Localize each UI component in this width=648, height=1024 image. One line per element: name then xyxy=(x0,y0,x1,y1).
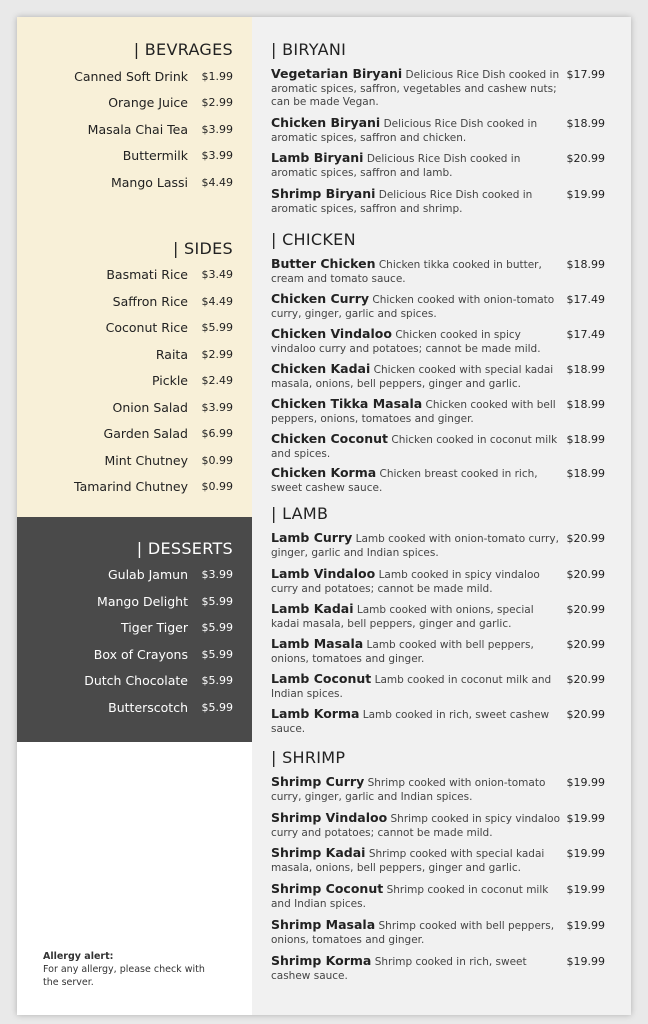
dessert-item xyxy=(17,647,252,665)
dish-description: Chicken cooked with onion-tomato curry, ginger, garlic and spices. xyxy=(271,294,555,320)
menu-item xyxy=(271,187,611,216)
bevrage-item xyxy=(17,69,252,87)
dish-price: $19.99 xyxy=(566,955,605,968)
side-item xyxy=(17,347,252,365)
dish-name: Lamb Vindaloo xyxy=(271,566,376,581)
dish-description: Delicious Rice Dish cooked in aromatic spices, saffron and shrimp. xyxy=(271,189,533,215)
item-price: $5.99 xyxy=(201,648,233,661)
biryani-heading: | BIRYANI xyxy=(271,40,347,59)
bevrage-item xyxy=(17,122,252,140)
item-price: $2.49 xyxy=(201,374,233,387)
dish-price: $20.99 xyxy=(566,673,605,686)
dish-price: $19.99 xyxy=(566,847,605,860)
menu-item xyxy=(271,292,611,321)
menu-item xyxy=(271,672,611,701)
allergy-title: Allergy alert: xyxy=(43,951,114,962)
item-name: Box of Crayons xyxy=(93,647,188,662)
right-column xyxy=(252,17,631,1015)
dish-price: $18.99 xyxy=(566,433,605,446)
item-name: Gulab Jamun xyxy=(107,567,188,582)
dish-name: Butter Chicken xyxy=(271,256,376,271)
dish-price: $19.99 xyxy=(566,776,605,789)
menu-item xyxy=(271,846,611,875)
item-name: Masala Chai Tea xyxy=(87,122,188,137)
dish-name: Shrimp Coconut xyxy=(271,881,384,896)
item-name: Coconut Rice xyxy=(105,320,188,335)
dish-description: Chicken cooked with bell peppers, onions, tomatoes and ginger. xyxy=(271,399,556,425)
item-name: Garden Salad xyxy=(103,426,188,441)
dish-name: Chicken Korma xyxy=(271,465,377,480)
menu-item xyxy=(271,602,611,631)
item-name: Raita xyxy=(155,347,188,362)
item-name: Mango Delight xyxy=(97,594,188,609)
item-price: $5.99 xyxy=(201,321,233,334)
item-price: $0.99 xyxy=(201,480,233,493)
menu-item xyxy=(271,67,611,110)
dish-description: Chicken tikka cooked in butter, cream and tomato sauce. xyxy=(271,259,542,285)
side-item xyxy=(17,294,252,312)
dish-price: $18.99 xyxy=(566,363,605,376)
dish-description: Shrimp cooked with onion-tomato curry, ginger, garlic and Indian spices. xyxy=(271,777,546,803)
menu-item xyxy=(271,707,611,736)
dish-name: Lamb Curry xyxy=(271,530,353,545)
side-item xyxy=(17,400,252,418)
dessert-item xyxy=(17,567,252,585)
dish-price: $19.99 xyxy=(566,919,605,932)
dish-description: Delicious Rice Dish cooked in aromatic spices, saffron and chicken. xyxy=(271,118,538,144)
desserts-panel xyxy=(17,517,252,742)
item-price: $5.99 xyxy=(201,674,233,687)
dish-name: Shrimp Biryani xyxy=(271,186,376,201)
side-item xyxy=(17,479,252,497)
item-price: $3.49 xyxy=(201,268,233,281)
dish-price: $20.99 xyxy=(566,568,605,581)
dish-name: Chicken Kadai xyxy=(271,361,371,376)
dish-price: $19.99 xyxy=(566,188,605,201)
dish-description: Shrimp cooked with bell peppers, onions, tomatoes and ginger. xyxy=(271,920,555,946)
menu-item xyxy=(271,397,611,426)
dish-description: Lamb cooked in rich, sweet cashew sauce. xyxy=(271,709,550,735)
dish-price: $17.99 xyxy=(566,68,605,81)
menu-item xyxy=(271,257,611,286)
item-price: $5.99 xyxy=(201,701,233,714)
item-price: $5.99 xyxy=(201,621,233,634)
side-item xyxy=(17,267,252,285)
bevrages-heading: | BEVRAGES xyxy=(133,40,233,59)
dish-price: $18.99 xyxy=(566,258,605,271)
dish-price: $20.99 xyxy=(566,532,605,545)
item-price: $4.49 xyxy=(201,176,233,189)
dish-price: $20.99 xyxy=(566,708,605,721)
item-name: Tiger Tiger xyxy=(121,620,188,635)
dish-description: Lamb cooked with bell peppers, onions, tomatoes and ginger. xyxy=(271,639,534,665)
item-name: Mint Chutney xyxy=(104,453,188,468)
item-name: Canned Soft Drink xyxy=(74,69,188,84)
dish-price: $20.99 xyxy=(566,638,605,651)
side-item xyxy=(17,453,252,471)
dish-description: Shrimp cooked in coconut milk and Indian spices. xyxy=(271,884,549,910)
item-price: $0.99 xyxy=(201,454,233,467)
menu-item xyxy=(271,362,611,391)
dish-name: Lamb Coconut xyxy=(271,671,372,686)
dish-name: Chicken Curry xyxy=(271,291,370,306)
menu-page xyxy=(17,17,631,1015)
dish-name: Shrimp Korma xyxy=(271,953,372,968)
dish-price: $20.99 xyxy=(566,603,605,616)
menu-item xyxy=(271,918,611,947)
dessert-item xyxy=(17,673,252,691)
side-item xyxy=(17,320,252,338)
dish-price: $17.49 xyxy=(566,328,605,341)
item-name: Saffron Rice xyxy=(112,294,188,309)
dish-description: Shrimp cooked in rich, sweet cashew sauce. xyxy=(271,956,527,982)
dish-name: Lamb Kadai xyxy=(271,601,354,616)
menu-item xyxy=(271,327,611,356)
item-name: Pickle xyxy=(151,373,188,388)
dish-name: Shrimp Curry xyxy=(271,774,365,789)
item-name: Onion Salad xyxy=(112,400,188,415)
bevrage-item xyxy=(17,148,252,166)
side-item xyxy=(17,373,252,391)
allergy-text: For any allergy, please check with the server. xyxy=(43,964,205,988)
item-name: Buttermilk xyxy=(122,148,188,163)
dish-price: $18.99 xyxy=(566,117,605,130)
item-price: $2.99 xyxy=(201,96,233,109)
dish-name: Lamb Korma xyxy=(271,706,360,721)
dish-description: Lamb cooked with onions, special kadai masala, bell peppers, ginger and garlic. xyxy=(271,604,534,630)
dish-name: Chicken Coconut xyxy=(271,431,389,446)
bevrage-item xyxy=(17,175,252,193)
dish-description: Shrimp cooked in spicy vindaloo curry and potatoes; cannot be made mild. xyxy=(271,813,561,839)
dish-description: Lamb cooked in spicy vindaloo curry and potatoes; cannot be made mild. xyxy=(271,569,540,595)
menu-item xyxy=(271,432,611,461)
item-price: $3.99 xyxy=(201,568,233,581)
dish-description: Chicken cooked in spicy vindaloo curry and potatoes; cannot be made mild. xyxy=(271,329,541,355)
item-name: Dutch Chocolate xyxy=(84,673,188,688)
item-name: Tamarind Chutney xyxy=(74,479,188,494)
dish-price: $19.99 xyxy=(566,883,605,896)
item-name: Mango Lassi xyxy=(110,175,188,190)
left-column xyxy=(17,17,252,1015)
dish-name: Chicken Biryani xyxy=(271,115,381,130)
chicken-heading: | CHICKEN xyxy=(271,230,356,249)
dish-price: $20.99 xyxy=(566,152,605,165)
dish-name: Lamb Masala xyxy=(271,636,364,651)
dish-name: Lamb Biryani xyxy=(271,150,364,165)
dish-price: $18.99 xyxy=(566,467,605,480)
dish-description: Shrimp cooked with special kadai masala, onions, bell peppers, ginger and garlic. xyxy=(271,848,545,874)
dish-description: Delicious Rice Dish cooked in aromatic spices, saffron, vegetables and cashew nuts; can be made Vegan. xyxy=(271,69,560,108)
menu-item xyxy=(271,466,611,495)
dessert-item xyxy=(17,594,252,612)
dish-description: Lamb cooked with onion-tomato curry, ginger, garlic and Indian spices. xyxy=(271,533,559,559)
dish-price: $18.99 xyxy=(566,398,605,411)
item-name: Basmati Rice xyxy=(106,267,188,282)
item-price: $4.49 xyxy=(201,295,233,308)
allergy-note xyxy=(43,950,223,989)
bevrages-sides-panel xyxy=(17,17,252,517)
item-price: $5.99 xyxy=(201,595,233,608)
sides-heading: | SIDES xyxy=(172,239,233,258)
lamb-heading: | LAMB xyxy=(271,504,329,523)
dish-name: Chicken Vindaloo xyxy=(271,326,392,341)
side-item xyxy=(17,426,252,444)
item-price: $2.99 xyxy=(201,348,233,361)
dish-description: Lamb cooked in coconut milk and Indian spices. xyxy=(271,674,552,700)
dish-description: Delicious Rice Dish cooked in aromatic spices, saffron and lamb. xyxy=(271,153,521,179)
item-price: $3.99 xyxy=(201,401,233,414)
menu-item xyxy=(271,811,611,840)
menu-item xyxy=(271,116,611,145)
dish-name: Shrimp Vindaloo xyxy=(271,810,388,825)
desserts-heading: | DESSERTS xyxy=(136,539,233,558)
item-price: $6.99 xyxy=(201,427,233,440)
dish-name: Vegetarian Biryani xyxy=(271,66,403,81)
dish-price: $19.99 xyxy=(566,812,605,825)
dessert-item xyxy=(17,620,252,638)
menu-item xyxy=(271,531,611,560)
dish-name: Shrimp Masala xyxy=(271,917,376,932)
dish-price: $17.49 xyxy=(566,293,605,306)
item-price: $3.99 xyxy=(201,149,233,162)
dish-name: Shrimp Kadai xyxy=(271,845,366,860)
shrimp-heading: | SHRIMP xyxy=(271,748,346,767)
dish-description: Chicken breast cooked in rich, sweet cashew sauce. xyxy=(271,468,538,494)
menu-item xyxy=(271,954,611,983)
menu-item xyxy=(271,151,611,180)
menu-item xyxy=(271,775,611,804)
item-price: $1.99 xyxy=(201,70,233,83)
dessert-item xyxy=(17,700,252,718)
item-name: Orange Juice xyxy=(108,95,188,110)
dish-description: Chicken cooked in coconut milk and spices. xyxy=(271,434,558,460)
menu-item xyxy=(271,567,611,596)
menu-item xyxy=(271,882,611,911)
dish-description: Chicken cooked with special kadai masala, onions, bell peppers, ginger and garlic. xyxy=(271,364,554,390)
item-price: $3.99 xyxy=(201,123,233,136)
menu-item xyxy=(271,637,611,666)
bevrage-item xyxy=(17,95,252,113)
item-name: Butterscotch xyxy=(108,700,188,715)
dish-name: Chicken Tikka Masala xyxy=(271,396,423,411)
